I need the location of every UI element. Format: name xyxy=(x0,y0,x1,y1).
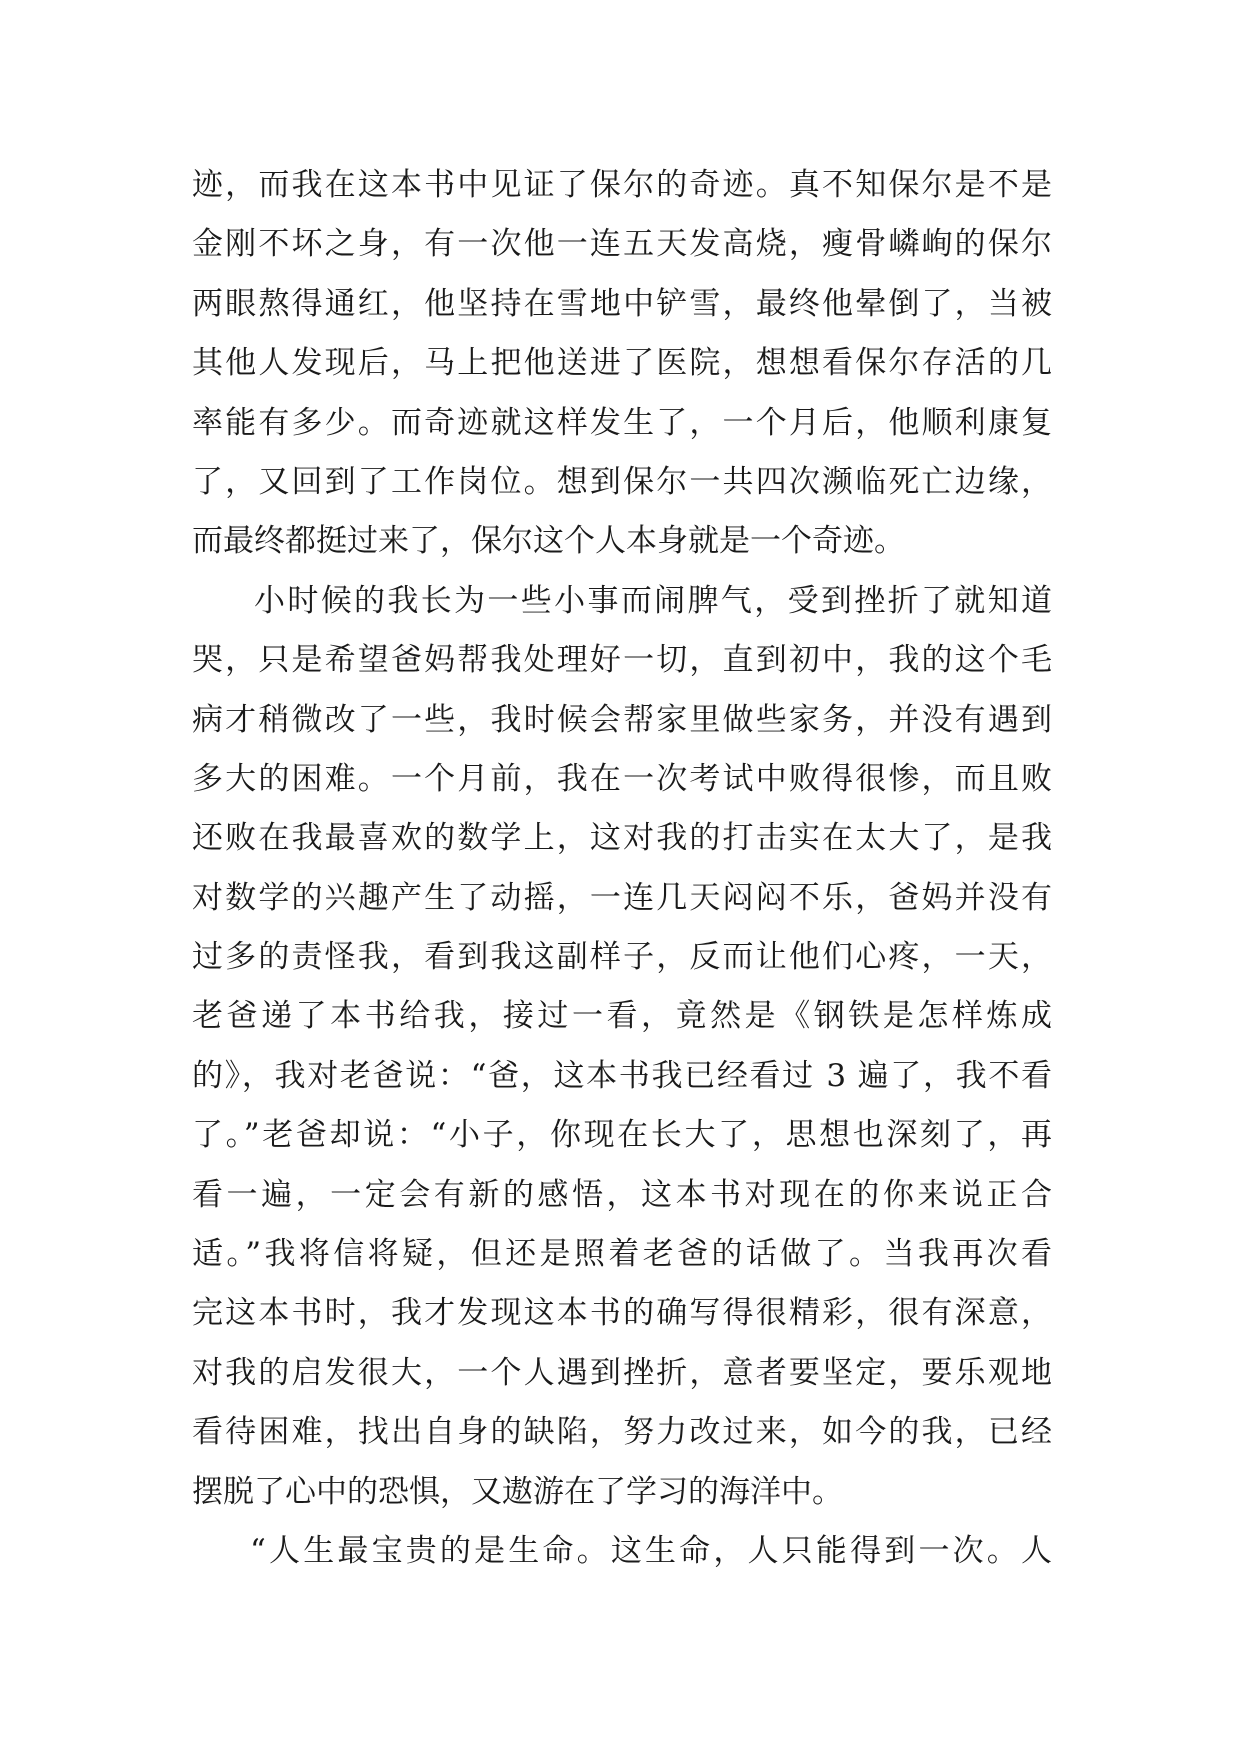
text-line: 摆脱了心中的恐惧，又遨游在了学习的海洋中。 xyxy=(192,1473,843,1510)
text-line: 两眼熬得通红，他坚持在雪地中铲雪，最终他晕倒了，当被 xyxy=(192,285,1052,322)
text-line: 看一遍，一定会有新的感悟，这本书对现在的你来说正合 xyxy=(192,1176,1052,1213)
text-line: 还败在我最喜欢的数学上，这对我的打击实在太大了，是我 xyxy=(192,820,1052,857)
text-line: 病才稍微改了一些，我时候会帮家里做些家务，并没有遇到 xyxy=(192,701,1052,738)
text-line: 了，又回到了工作岗位。想到保尔一共四次濒临死亡边缘， xyxy=(192,463,1052,500)
text-line: 小时候的我长为一些小事而闹脾气，受到挫折了就知道 xyxy=(254,582,1052,619)
paragraph xyxy=(192,572,1052,1522)
text-line: 完这本书时，我才发现这本书的确写得很精彩，很有深意， xyxy=(192,1295,1052,1332)
text-line: 了。”老爸却说：“小子，你现在长大了，思想也深刻了，再 xyxy=(192,1117,1052,1154)
text-line: 迹，而我在这本书中见证了保尔的奇迹。真不知保尔是不是 xyxy=(192,167,1052,203)
text-line: 多大的困难。一个月前，我在一次考试中败得很惨，而且败 xyxy=(192,760,1052,797)
text-line: 老爸递了本书给我，接过一看，竟然是《钢铁是怎样炼成 xyxy=(192,998,1052,1035)
text-line: 金刚不坏之身，有一次他一连五天发高烧，瘦骨嶙峋的保尔 xyxy=(192,226,1052,263)
text-line: “人生最宝贵的是生命。这生命，人只能得到一次。人 xyxy=(250,1532,1052,1569)
text-line: 哭，只是希望爸妈帮我处理好一切，直到初中，我的这个毛 xyxy=(192,642,1052,679)
text-line: 其他人发现后，马上把他送进了医院，想想看保尔存活的几 xyxy=(192,345,1052,382)
text-line: 适。”我将信将疑，但还是照着老爸的话做了。当我再次看 xyxy=(192,1236,1052,1273)
text-line: 而最终都挺过来了，保尔这个人本身就是一个奇迹。 xyxy=(192,523,905,560)
paragraph xyxy=(192,156,1052,572)
text-line: 过多的责怪我，看到我这副样子，反而让他们心疼，一天， xyxy=(192,939,1052,976)
body-text xyxy=(192,156,1052,1581)
text-line: 对数学的兴趣产生了动摇，一连几天闷闷不乐，爸妈并没有 xyxy=(192,879,1052,916)
paragraph xyxy=(192,1522,1052,1581)
text-line: 率能有多少。而奇迹就这样发生了，一个月后，他顺利康复 xyxy=(192,404,1052,441)
text-line: 对我的启发很大，一个人遇到挫折，意者要坚定，要乐观地 xyxy=(192,1354,1052,1391)
text-line: 看待困难，找出自身的缺陷，努力改过来，如今的我，已经 xyxy=(192,1414,1052,1451)
text-line: 的》，我对老爸说：“爸，这本书我已经看过 3 遍了，我不看 xyxy=(192,1057,1052,1094)
